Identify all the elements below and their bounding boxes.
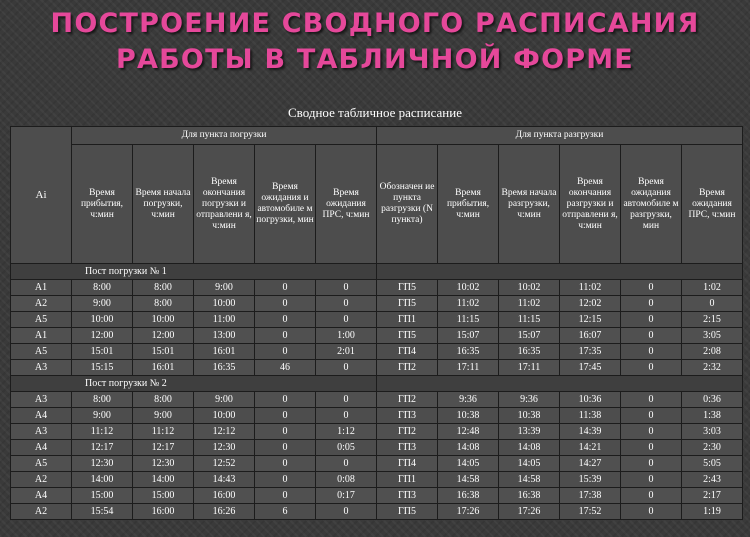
table-cell: А2 (11, 296, 72, 312)
table-cell: 14:08 (499, 440, 560, 456)
table-row (11, 504, 743, 520)
table-cell: А4 (11, 440, 72, 456)
table-cell: 14:05 (438, 456, 499, 472)
table-cell: 9:00 (194, 280, 255, 296)
table-cell: 2:01 (316, 344, 377, 360)
table-cell: 0:05 (316, 440, 377, 456)
table-cell: А3 (11, 392, 72, 408)
table-cell: 1:02 (682, 280, 743, 296)
table-cell: ГП2 (377, 360, 438, 376)
table-cell: 8:00 (133, 392, 194, 408)
table-cell: 11:00 (194, 312, 255, 328)
table-cell: 0 (255, 392, 316, 408)
table-cell: 15:01 (72, 344, 133, 360)
table-cell: А2 (11, 472, 72, 488)
table-cell: 10:00 (72, 312, 133, 328)
table-cell: 15:07 (499, 328, 560, 344)
table-cell: А5 (11, 456, 72, 472)
table-row (11, 360, 743, 376)
table-cell: А3 (11, 360, 72, 376)
table-cell: 0:08 (316, 472, 377, 488)
table-cell: 0 (621, 280, 682, 296)
table-cell: 14:43 (194, 472, 255, 488)
table-cell: А4 (11, 408, 72, 424)
table-cell: 8:00 (72, 392, 133, 408)
table-cell: 17:26 (438, 504, 499, 520)
table-row (11, 472, 743, 488)
table-cell: ГП2 (377, 424, 438, 440)
table-cell: 14:00 (133, 472, 194, 488)
table-cell: 0 (621, 424, 682, 440)
table-cell: ГП5 (377, 296, 438, 312)
section-header-row (11, 376, 743, 392)
table-row (11, 392, 743, 408)
table-row (11, 456, 743, 472)
table-cell: 0 (255, 280, 316, 296)
table-cell: 0 (316, 504, 377, 520)
table-cell: 12:30 (133, 456, 194, 472)
table-cell: 0 (316, 408, 377, 424)
table-row (11, 440, 743, 456)
table-cell: 13:39 (499, 424, 560, 440)
table-cell: ГП5 (377, 280, 438, 296)
table-cell: 10:00 (194, 296, 255, 312)
table-cell: 8:00 (72, 280, 133, 296)
table-cell: 0 (316, 280, 377, 296)
table-cell: 11:12 (72, 424, 133, 440)
table-cell: ГП1 (377, 472, 438, 488)
header-unloading-point-id: Обозначен ие пункта разгрузки (N пункта) (377, 145, 438, 264)
header-ai: Ai (11, 127, 72, 264)
table-cell: 0:36 (682, 392, 743, 408)
header-loading-arrival-time: Время прибытия, ч:мин (72, 145, 133, 264)
table-cell: 6 (255, 504, 316, 520)
table-cell: 0 (621, 344, 682, 360)
table-cell: 0 (316, 392, 377, 408)
table-cell: 2:08 (682, 344, 743, 360)
table-cell: 16:26 (194, 504, 255, 520)
table-cell: ГП5 (377, 504, 438, 520)
table-body (11, 264, 743, 520)
table-cell: 16:00 (133, 504, 194, 520)
header-loading-start-time: Время начала погрузки, ч:мин (133, 145, 194, 264)
table-cell: 16:07 (560, 328, 621, 344)
table-cell: 15:00 (72, 488, 133, 504)
table-cell: 5:05 (682, 456, 743, 472)
table-row (11, 312, 743, 328)
table-cell: 12:15 (560, 312, 621, 328)
table-cell: 12:30 (194, 440, 255, 456)
table-cell: А1 (11, 280, 72, 296)
table-cell: 12:52 (194, 456, 255, 472)
table-cell: 9:00 (72, 408, 133, 424)
table-cell: 15:39 (560, 472, 621, 488)
table-cell: 17:11 (499, 360, 560, 376)
section-spacer (377, 376, 743, 392)
table-cell: 12:02 (560, 296, 621, 312)
slide-title (0, 6, 750, 78)
table-cell: 0 (255, 408, 316, 424)
table-cell: 17:26 (499, 504, 560, 520)
table-cell: 0 (255, 312, 316, 328)
table-cell: 2:43 (682, 472, 743, 488)
table-cell: 0 (255, 328, 316, 344)
table-caption: Сводное табличное расписание (288, 105, 462, 120)
table-cell: 12:17 (133, 440, 194, 456)
table-cell: ГП5 (377, 328, 438, 344)
table-cell: 10:38 (499, 408, 560, 424)
table-cell: 10:38 (438, 408, 499, 424)
table-cell: 9:00 (72, 296, 133, 312)
table-cell: 14:21 (560, 440, 621, 456)
table-cell: 10:36 (560, 392, 621, 408)
header-unloading-end-departure-time: Время окончания разгрузки и отправлени я, ч:мин (560, 145, 621, 264)
table-cell: 16:35 (194, 360, 255, 376)
table-cell: 0 (316, 456, 377, 472)
table-row (11, 424, 743, 440)
table-cell: 12:17 (72, 440, 133, 456)
table-cell: 0 (255, 472, 316, 488)
table-cell: 2:32 (682, 360, 743, 376)
table-cell: 9:36 (438, 392, 499, 408)
header-loading-end-departure-time: Время окончания погрузки и отправлени я, ч:мин (194, 145, 255, 264)
table-cell: 0 (621, 408, 682, 424)
table-cell: ГП3 (377, 408, 438, 424)
table-cell: 14:27 (560, 456, 621, 472)
table-cell: А5 (11, 312, 72, 328)
table-cell: 2:17 (682, 488, 743, 504)
table-cell: 0 (621, 504, 682, 520)
table-cell: 17:45 (560, 360, 621, 376)
table-cell: А5 (11, 344, 72, 360)
table-cell: ГП4 (377, 456, 438, 472)
slide-title-line-1: ПОСТРОЕНИЕ СВОДНОГО РАСПИСАНИЯ (50, 8, 700, 39)
table-cell: 1:19 (682, 504, 743, 520)
table-cell: 0 (621, 472, 682, 488)
section-header-row (11, 264, 743, 280)
table-cell: 11:15 (438, 312, 499, 328)
header-loading-station-wait: Время ожидания ПРС, ч:мин (316, 145, 377, 264)
summary-schedule-table (10, 126, 743, 520)
table-cell: 13:00 (194, 328, 255, 344)
table-cell: 2:15 (682, 312, 743, 328)
header-unloading-arrival-time: Время прибытия, ч:мин (438, 145, 499, 264)
table-cell: 8:00 (133, 280, 194, 296)
table-cell: 16:35 (499, 344, 560, 360)
table-cell: 1:38 (682, 408, 743, 424)
header-unloading-station-wait: Время ожидания ПРС, ч:мин (682, 145, 743, 264)
table-cell: 11:02 (499, 296, 560, 312)
table-cell: 14:08 (438, 440, 499, 456)
table-cell: А4 (11, 488, 72, 504)
table-cell: 9:00 (194, 392, 255, 408)
table-cell: 15:15 (72, 360, 133, 376)
table-cell: 0 (621, 440, 682, 456)
table-row (11, 328, 743, 344)
header-vehicle-unloading-wait: Время ожидания автомобиле м разгрузки, мин (621, 145, 682, 264)
table-cell: ГП3 (377, 488, 438, 504)
table-cell: 2:30 (682, 440, 743, 456)
table-row (11, 408, 743, 424)
section-label: Пост погрузки № 1 (11, 264, 377, 280)
table-cell: 11:38 (560, 408, 621, 424)
table-cell: 0 (621, 488, 682, 504)
table-cell: 12:48 (438, 424, 499, 440)
table-cell: 15:01 (133, 344, 194, 360)
table-cell: 0 (255, 296, 316, 312)
table-cell: 0 (621, 456, 682, 472)
table-row (11, 488, 743, 504)
table-cell: А3 (11, 424, 72, 440)
table-cell: А1 (11, 328, 72, 344)
table-cell: 16:38 (499, 488, 560, 504)
table-cell: 17:38 (560, 488, 621, 504)
table-cell: А2 (11, 504, 72, 520)
table-cell: 3:05 (682, 328, 743, 344)
table-cell: 12:00 (72, 328, 133, 344)
table-cell: 9:00 (133, 408, 194, 424)
table-cell: 11:02 (438, 296, 499, 312)
table-cell: 15:07 (438, 328, 499, 344)
table-cell: ГП1 (377, 312, 438, 328)
table-cell: 10:00 (133, 312, 194, 328)
table-cell: 0 (682, 296, 743, 312)
table-cell: 0 (621, 296, 682, 312)
header-unloading-start-time: Время начала разгрузки, ч:мин (499, 145, 560, 264)
header-vehicle-loading-wait: Время ожидания и автомобиле м погрузки, мин (255, 145, 316, 264)
table-cell: 10:02 (438, 280, 499, 296)
table-cell: 0 (255, 488, 316, 504)
table-cell: 16:35 (438, 344, 499, 360)
table-cell: 12:12 (194, 424, 255, 440)
table-cell: 0 (621, 392, 682, 408)
table-cell: 0 (255, 440, 316, 456)
table-cell: 17:11 (438, 360, 499, 376)
table-cell: 0 (255, 344, 316, 360)
table-cell: 16:01 (133, 360, 194, 376)
table-cell: 8:00 (133, 296, 194, 312)
slide-title-line-2: РАБОТЫ В ТАБЛИЧНОЙ ФОРМЕ (116, 44, 634, 75)
table-cell: 0 (621, 328, 682, 344)
table-cell: 17:52 (560, 504, 621, 520)
table-cell: 0 (316, 360, 377, 376)
table-cell: 15:00 (133, 488, 194, 504)
table-cell: 46 (255, 360, 316, 376)
header-group-unloading: Для пункта разгрузки (377, 127, 743, 145)
table-cell: 16:01 (194, 344, 255, 360)
table-cell: 14:58 (438, 472, 499, 488)
header-group-loading: Для пункта погрузки (72, 127, 377, 145)
table-row (11, 344, 743, 360)
table-cell: ГП3 (377, 440, 438, 456)
table-cell: 12:00 (133, 328, 194, 344)
table-cell: 16:00 (194, 488, 255, 504)
table-cell: ГП2 (377, 392, 438, 408)
section-spacer (377, 264, 743, 280)
table-header (11, 127, 743, 264)
table-cell: 14:00 (72, 472, 133, 488)
table-cell: 0 (621, 312, 682, 328)
table-cell: 16:38 (438, 488, 499, 504)
table-cell: 14:05 (499, 456, 560, 472)
table-cell: 17:35 (560, 344, 621, 360)
table-cell: 12:30 (72, 456, 133, 472)
table-cell: 10:00 (194, 408, 255, 424)
table-cell: 14:58 (499, 472, 560, 488)
table-row (11, 280, 743, 296)
table-cell: 1:00 (316, 328, 377, 344)
table-cell: ГП4 (377, 344, 438, 360)
table-cell: 3:03 (682, 424, 743, 440)
table-cell: 11:02 (560, 280, 621, 296)
table-cell: 14:39 (560, 424, 621, 440)
table-cell: 0 (316, 296, 377, 312)
section-label: Пост погрузки № 2 (11, 376, 377, 392)
table-cell: 0:17 (316, 488, 377, 504)
table-cell: 11:12 (133, 424, 194, 440)
table-cell: 0 (316, 312, 377, 328)
table-cell: 15:54 (72, 504, 133, 520)
table-cell: 0 (621, 360, 682, 376)
table-cell: 0 (255, 424, 316, 440)
table-cell: 9:36 (499, 392, 560, 408)
table-row (11, 296, 743, 312)
table-cell: 10:02 (499, 280, 560, 296)
table-cell: 0 (255, 456, 316, 472)
table-cell: 11:15 (499, 312, 560, 328)
table-cell: 1:12 (316, 424, 377, 440)
